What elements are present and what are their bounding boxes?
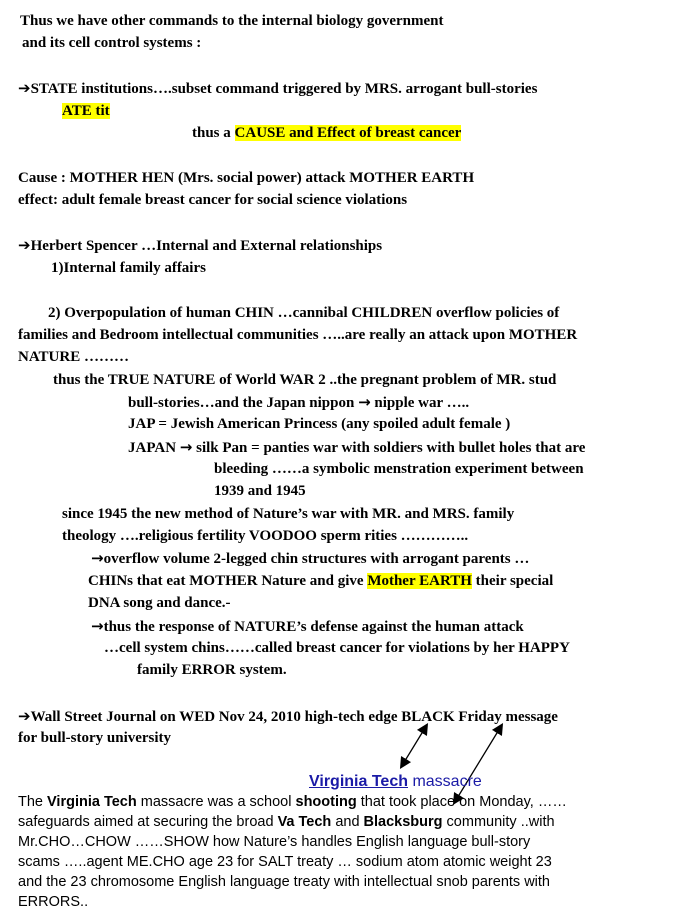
text-line-1: Thus we have other commands to the internal biology government: [20, 13, 444, 29]
article-line-3: Mr.CHO…CHOW ……SHOW how Nature’s handles English language bull-story: [18, 834, 531, 850]
highlight-cause-effect: CAUSE and Effect of breast cancer: [234, 125, 462, 141]
text-line-internal-family: 1)Internal family affairs: [51, 260, 206, 276]
text-line-state: ➔STATE institutions….subset command triggered by MRS. arrogant bull-stories: [18, 79, 538, 97]
article-line-1: The Virginia Tech massacre was a school shooting that took place on Monday, ……: [18, 794, 567, 810]
text-line-nature: NATURE ………: [18, 349, 129, 365]
text-line-herbert-spencer: ➔Herbert Spencer …Internal and External relationships: [18, 236, 383, 254]
text-line-cause: Cause : MOTHER HEN (Mrs. social power) attack MOTHER EARTH: [18, 170, 475, 186]
text-line-overpopulation: 2) Overpopulation of human CHIN …cannibal CHILDREN overflow policies of: [48, 305, 560, 321]
article-line-5: and the 23 chromosome English language treaty with intellectual snob parents with: [18, 874, 550, 890]
text-line-overflow: →overflow volume 2-legged chin structures with arrogant parents …: [91, 549, 530, 567]
article-line-2: safeguards aimed at securing the broad Va Tech and Blacksburg community ..with: [18, 814, 555, 830]
text-line-families: families and Bedroom intellectual communities …..are really an attack upon MOTHER: [18, 327, 578, 343]
text-line-years: 1939 and 1945: [214, 483, 306, 499]
text-line-bull-story-university: for bull-story university: [18, 730, 172, 746]
text-line-bleeding: bleeding ……a symbolic menstration experiment between: [214, 461, 584, 477]
text-line-japan-nippon: bull-stories…and the Japan nippon → nipple war …..: [128, 393, 470, 411]
text-line-chins: CHINs that eat MOTHER Nature and give Mother EARTH their special: [88, 573, 554, 589]
right-arrow-icon: →: [91, 617, 104, 635]
arrow-icon: ➔: [18, 79, 31, 97]
text-line-effect: effect: adult female breast cancer for social science violations: [18, 192, 408, 208]
text-line-family-error: family ERROR system.: [137, 662, 287, 678]
highlight-ate-tit: ATE tit: [62, 103, 110, 119]
article-line-4: scams …..agent ME.CHO age 23 for SALT treaty … sodium atom atomic weight 23: [18, 854, 552, 870]
highlight-mother-earth: Mother EARTH: [367, 573, 472, 589]
right-arrow-icon: →: [91, 549, 104, 567]
text-line-japan-silk: JAPAN → silk Pan = panties war with soldiers with bullet holes that are: [128, 438, 586, 456]
arrow-icon: ➔: [18, 707, 31, 725]
text-line-cause-effect: thus a CAUSE and Effect of breast cancer: [192, 125, 462, 141]
arrow-icon: ➔: [18, 236, 31, 254]
text-line-theology: theology ….religious fertility VOODOO sperm rities …………..: [62, 528, 469, 544]
right-arrow-icon: →: [358, 393, 371, 411]
article-line-6: ERRORS..: [18, 894, 89, 910]
text-line-true-nature: thus the TRUE NATURE of World WAR 2 ..the pregnant problem of MR. stud: [53, 372, 557, 388]
text-line-2: and its cell control systems :: [22, 35, 202, 51]
text-line-response: →thus the response of NATURE’s defense against the human attack: [91, 617, 524, 635]
text-line-since-1945: since 1945 the new method of Nature’s war with MR. and MRS. family: [62, 506, 515, 522]
right-arrow-icon: →: [179, 438, 193, 456]
pointer-arrow-left: [403, 728, 425, 764]
text-line-dna-song: DNA song and dance.-: [88, 595, 231, 611]
text-line-wall-street: ➔Wall Street Journal on WED Nov 24, 2010 high-tech edge BLACK Friday message: [18, 707, 558, 725]
article-title-link[interactable]: Virginia Tech massacre: [309, 773, 482, 790]
text-line-jap: JAP = Jewish American Princess (any spoiled adult female ): [128, 416, 511, 432]
text-line-cell-system: …cell system chins……called breast cancer for violations by her HAPPY: [104, 640, 570, 656]
